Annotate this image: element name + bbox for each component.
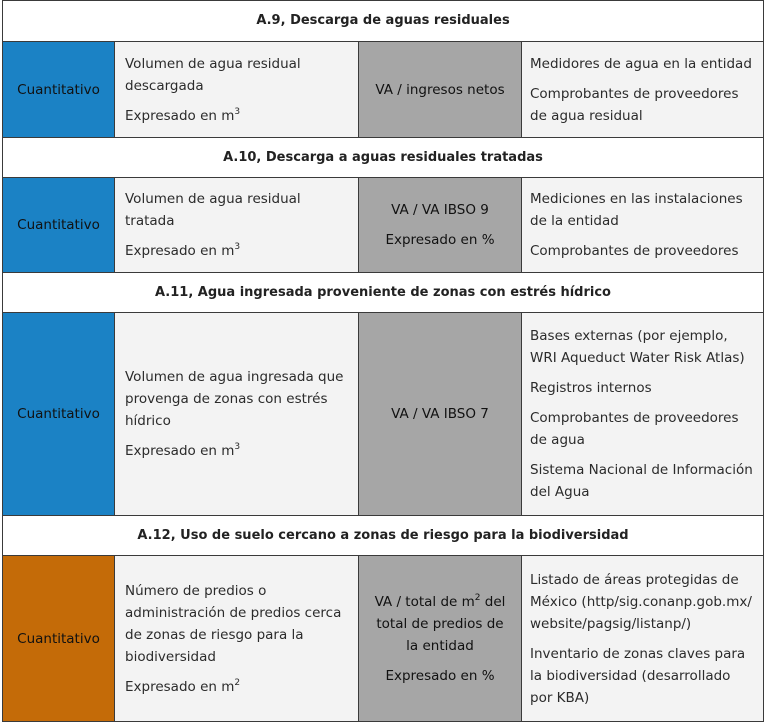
section-heading-a12: A.12, Uso de suelo cercano a zonas de riesgo para la biodiversidad: [3, 515, 763, 556]
description-text: Volumen de agua residual descargada: [125, 55, 301, 94]
unit-superscript: 2: [234, 677, 241, 688]
type-cell: Cuantitativo: [3, 178, 115, 272]
section-heading-a9: A.9, Descarga de aguas residuales: [3, 0, 763, 42]
unit-superscript: 3: [234, 106, 241, 117]
source-item: Comprobantes de proveedores de agua: [530, 410, 739, 448]
formula-part: VA / total de m: [374, 593, 475, 610]
sources-cell: [522, 556, 763, 721]
indicator-table: [2, 0, 764, 722]
unit-prefix: Expresado en m: [125, 107, 235, 124]
indicator-row-a11: [3, 313, 763, 515]
source-item: Comprobantes de proveedores: [530, 243, 739, 259]
source-item: Bases externas (por ejemplo, WRI Aqueduct Water Risk Atlas): [530, 328, 745, 366]
formula-cell: [359, 42, 522, 137]
description-text: Volumen de agua ingresada que provenga de zonas con estrés hídrico: [125, 369, 344, 429]
sources-cell: [522, 42, 763, 137]
formula-part: del total de predios de la entidad: [376, 593, 506, 654]
unit-superscript: 3: [234, 242, 241, 252]
unit-prefix: Expresado en m: [125, 678, 235, 695]
unit-text: [125, 440, 348, 462]
source-item: Medidores de agua en la entidad: [530, 55, 752, 72]
unit-text: [125, 676, 348, 698]
source-item: Registros internos: [530, 380, 652, 396]
unit-prefix: Expresado en m: [125, 243, 235, 259]
source-item: Mediciones en las instalaciones de la entidad: [530, 191, 743, 229]
type-cell: Cuantitativo: [3, 42, 115, 137]
formula-text: [369, 591, 511, 657]
section-heading-a10: A.10, Descarga a aguas residuales tratadas: [3, 137, 763, 178]
source-item: Listado de áreas protegidas de México (http/sig.conanp.gob.mx/website/pagsig/listanp/): [530, 571, 752, 632]
formula-superscript: 2: [474, 592, 481, 603]
indicator-row-a9: [3, 42, 763, 137]
description-cell: [115, 178, 359, 272]
unit-superscript: 3: [234, 442, 241, 452]
formula-unit: Expresado en %: [385, 232, 495, 248]
type-cell: Cuantitativo: [3, 313, 115, 515]
section-heading-a11: A.11, Agua ingresada proveniente de zonas con estrés hídrico: [3, 272, 763, 313]
indicator-row-a10: [3, 178, 763, 272]
indicator-row-a12: [3, 556, 763, 722]
formula-cell: [359, 313, 522, 515]
description-cell: [115, 313, 359, 515]
formula-text: VA / ingresos netos: [375, 81, 505, 98]
description-text: Número de predios o administración de predios cerca de zonas de riesgo para la biodiversidad: [125, 582, 342, 665]
formula-cell: [359, 178, 522, 272]
formula-unit: Expresado en %: [385, 667, 495, 684]
formula-text: VA / VA IBSO 9: [391, 202, 489, 218]
formula-cell: [359, 556, 522, 721]
description-cell: [115, 42, 359, 137]
type-cell: Cuantitativo: [3, 556, 115, 721]
description-text: Volumen de agua residual tratada: [125, 191, 301, 229]
sources-cell: [522, 178, 763, 272]
sources-cell: [522, 313, 763, 515]
source-item: Comprobantes de proveedores de agua residual: [530, 85, 739, 124]
source-item: Inventario de zonas claves para la biodiversidad (desarrollado por KBA): [530, 645, 746, 706]
source-item: Sistema Nacional de Información del Agua: [530, 462, 753, 500]
formula-text: VA / VA IBSO 7: [391, 406, 489, 422]
unit-text: [125, 105, 348, 127]
description-cell: [115, 556, 359, 721]
unit-prefix: Expresado en m: [125, 443, 235, 459]
unit-text: [125, 240, 348, 262]
